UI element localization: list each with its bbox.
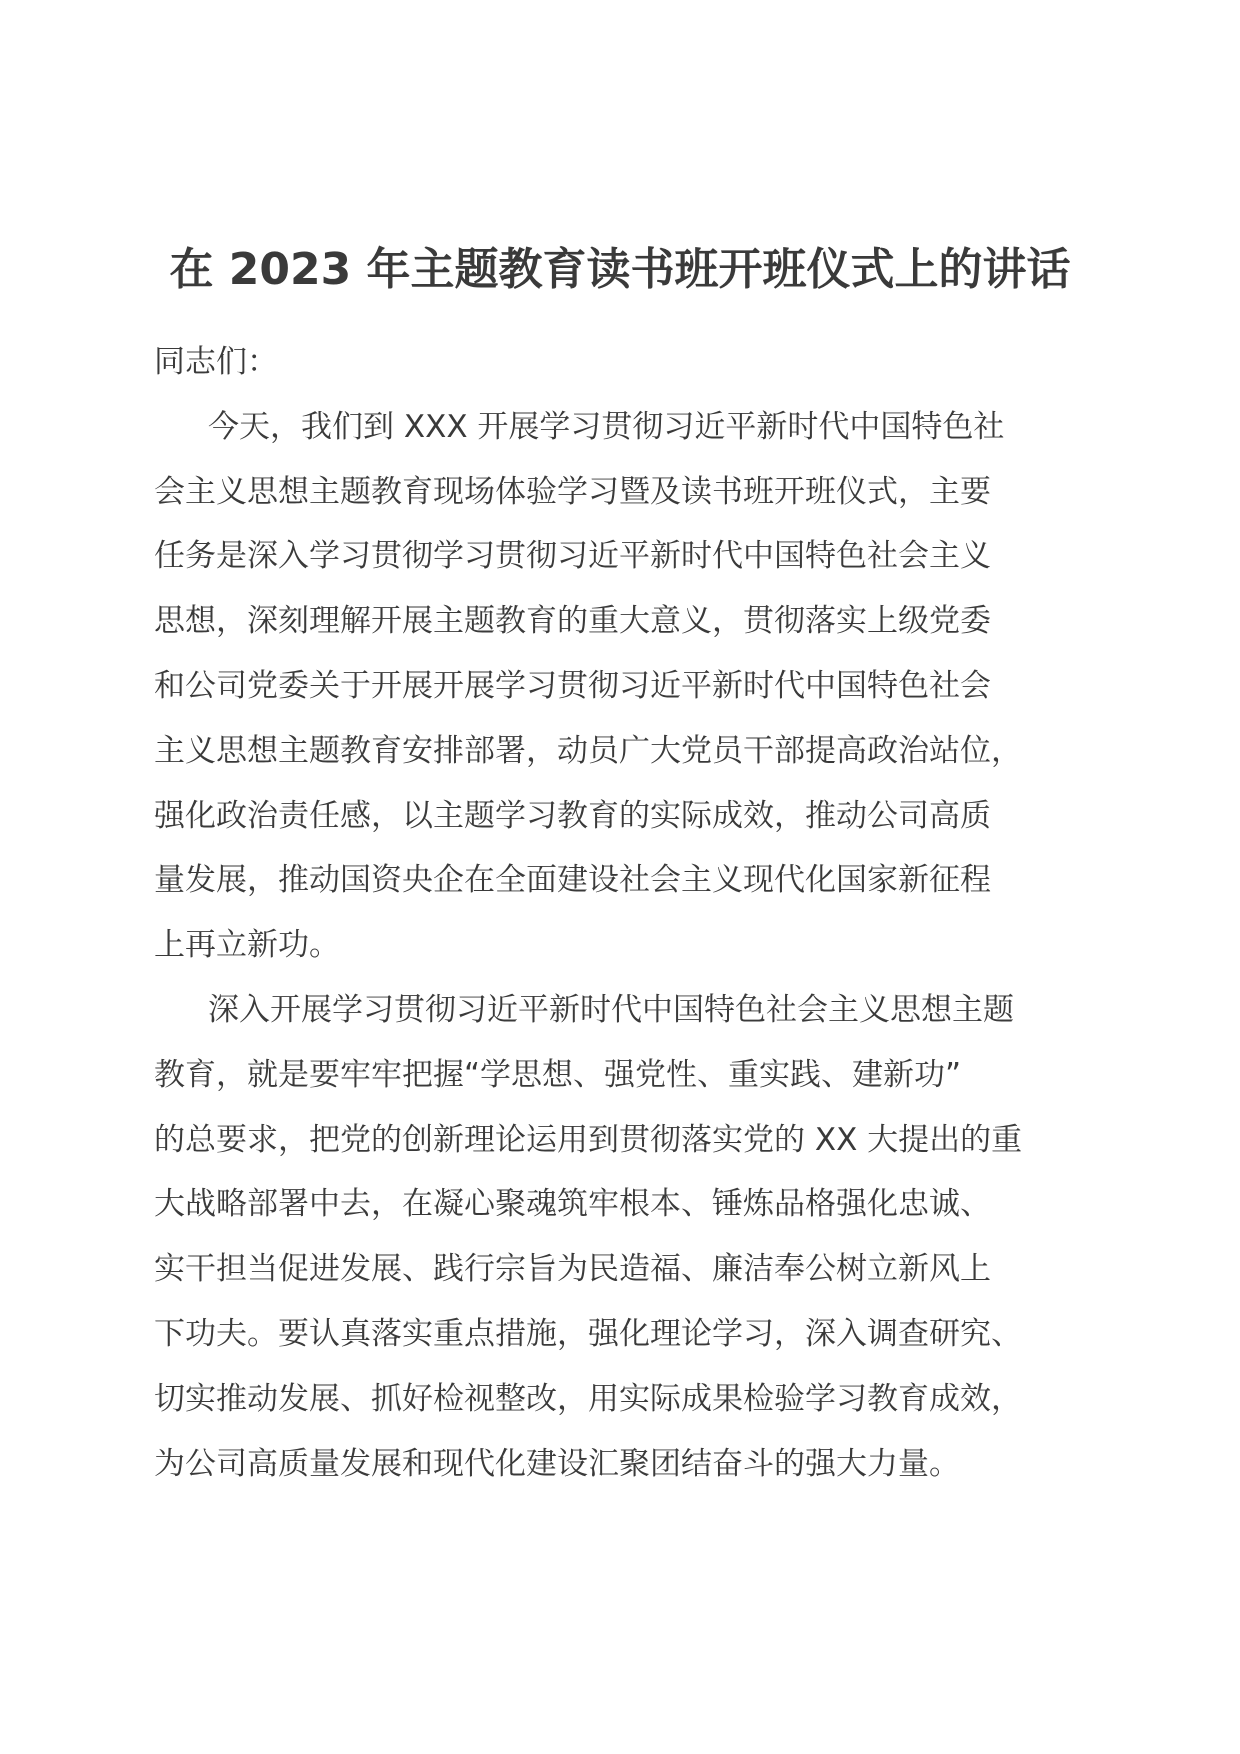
paragraph-line: 和公司党委关于开展开展学习贯彻习近平新时代中国特色社会: [154, 667, 991, 704]
paragraph-1: [154, 395, 1114, 978]
paragraph-line: 强化政治责任感，以主题学习教育的实际成效，推动公司高质: [154, 797, 991, 834]
paragraph-line: 今天，我们到 XXX 开展学习贯彻习近平新时代中国特色社: [208, 408, 1005, 445]
paragraph-line: 任务是深入学习贯彻学习贯彻习近平新时代中国特色社会主义: [154, 538, 991, 575]
paragraph-line: 深入开展学习贯彻习近平新时代中国特色社会主义思想主题: [208, 991, 1014, 1028]
paragraph-line: 下功夫。要认真落实重点措施，强化理论学习，深入调查研究、: [154, 1315, 1022, 1352]
paragraph-2: [154, 978, 1114, 1496]
paragraph-line: 教育，就是要牢牢把握“学思想、强党性、重实践、建新功”: [154, 1056, 962, 1093]
paragraph-line: 会主义思想主题教育现场体验学习暨及读书班开班仪式，主要: [154, 473, 991, 510]
salutation: 同志们：: [154, 344, 278, 380]
paragraph-line: 为公司高质量发展和现代化建设汇聚团结奋斗的强大力量。: [154, 1445, 960, 1482]
paragraph-line: 量发展，推动国资央企在全面建设社会主义现代化国家新征程: [154, 862, 991, 899]
paragraph-line: 思想，深刻理解开展主题教育的重大意义，贯彻落实上级党委: [154, 603, 991, 640]
paragraph-line: 上再立新功。: [154, 927, 340, 964]
paragraph-line: 主义思想主题教育安排部署，动员广大党员干部提高政治站位，: [154, 732, 1022, 769]
paragraph-line: 大战略部署中去，在凝心聚魂筑牢根本、锤炼品格强化忠诚、: [154, 1186, 991, 1223]
document-body: [154, 330, 1114, 1496]
paragraph-line: 实干担当促进发展、践行宗旨为民造福、廉洁奉公树立新风上: [154, 1251, 991, 1288]
paragraph-line: 切实推动发展、抓好检视整改，用实际成果检验学习教育成效，: [154, 1380, 1022, 1417]
paragraph-line: 的总要求，把党的创新理论运用到贯彻落实党的 XX 大提出的重: [154, 1121, 1023, 1158]
document-title: 在 2023 年主题教育读书班开班仪式上的讲话: [169, 244, 1071, 295]
